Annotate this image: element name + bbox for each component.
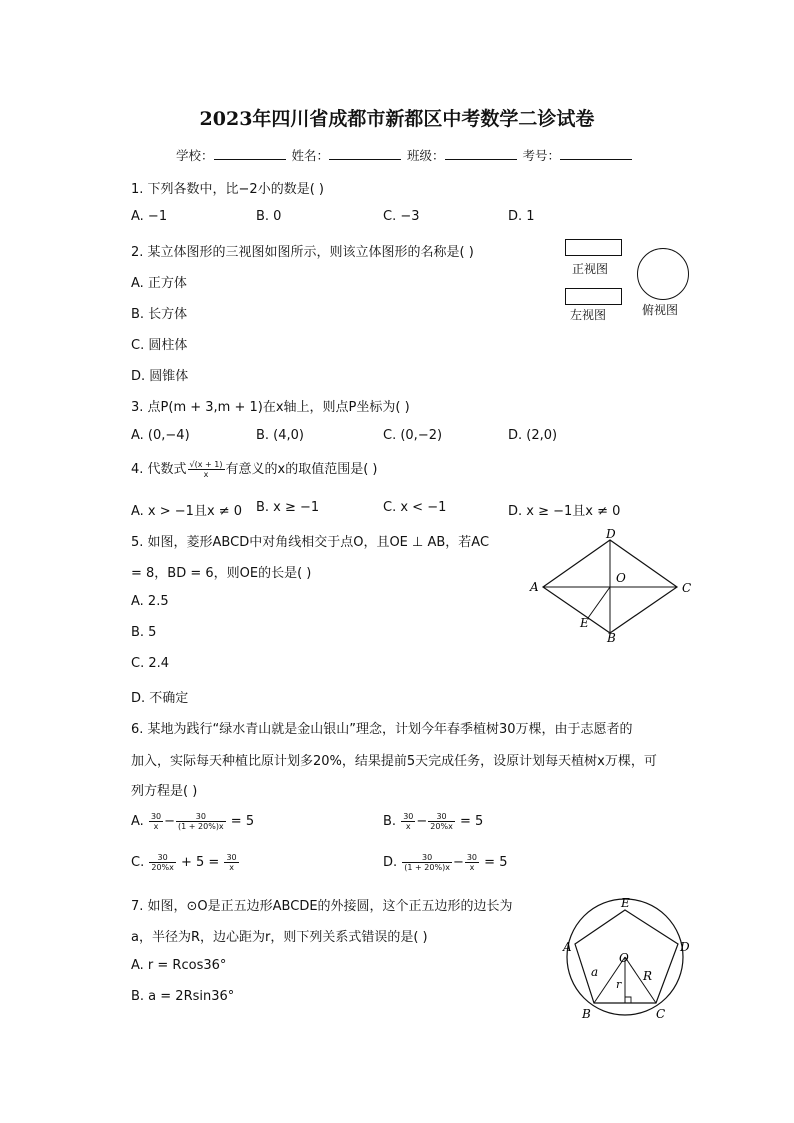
pentagon-figure <box>555 893 700 1025</box>
front-view-label: 正视图 <box>572 262 609 276</box>
q3-option-c: C. (0,−2) <box>383 428 443 443</box>
label-radius-r: R <box>643 969 653 983</box>
q5-option-a: A. 2.5 <box>131 594 169 609</box>
school-label: 学校： <box>176 148 214 163</box>
q5-option-d: D. 不确定 <box>131 691 189 706</box>
q4-option-c: C. x < −1 <box>383 500 447 515</box>
student-info-line <box>176 146 634 164</box>
q1-option-a: A. −1 <box>131 209 168 224</box>
q2-option-c: C. 圆柱体 <box>131 338 188 353</box>
q5-stem-line1: 5. 如图，菱形ABCD中对角线相交于点O，且OE ⊥ AB，若AC <box>131 535 490 550</box>
q6-c-frac2 <box>224 853 238 872</box>
left-view-rect <box>565 288 622 305</box>
q6-b-f2d: 20%x <box>430 822 453 831</box>
q6-d-f1n: 30 <box>402 853 452 863</box>
q3-option-a: A. (0,−4) <box>131 428 190 443</box>
q2-stem: 2. 某立体图形的三视图如图所示，则该立体图形的名称是( ) <box>131 245 474 260</box>
q6-c-letter: C. <box>131 855 145 870</box>
q1-stem: 1. 下列各数中，比−2小的数是( ) <box>131 182 324 197</box>
q5-option-c: C. 2.4 <box>131 656 170 671</box>
q4-fraction-num: √(x + 1) <box>189 460 223 469</box>
label-c: C <box>682 581 692 595</box>
q4-stem-post: 有意义的x的取值范围是( ) <box>225 462 378 477</box>
q6-option-b: B. $\frac{30}{x}$ − $\frac{30}{20\%x}$ = 5 <box>383 812 484 831</box>
q6-d-frac1 <box>402 853 452 872</box>
label-o: O <box>619 951 629 965</box>
q4-option-d: D. x ≥ −1且x ≠ 0 <box>508 504 621 519</box>
q6-stem-line3: 列方程是( ) <box>131 784 198 799</box>
q6-c-frac1 <box>149 853 176 872</box>
label-a: A <box>563 940 572 954</box>
q6-b-frac1 <box>401 812 415 831</box>
q3-option-b: B. (4,0) <box>256 428 305 443</box>
q6-b-f2n: 30 <box>428 812 455 822</box>
q6-c-f2n: 30 <box>226 853 237 862</box>
q6-option-a: A. $\frac{30}{x}$ − $\frac{30}{(1 + 20\%)x}$ = 5 <box>131 812 255 831</box>
label-o: O <box>616 571 626 585</box>
q6-stem-line1: 6. 某地为践行“绿水青山就是金山银山”理念，计划今年春季植树30万棵，由于志愿者的 <box>131 722 633 737</box>
q2-option-a: A. 正方体 <box>131 276 187 291</box>
label-e: E <box>580 616 589 630</box>
q6-c-f1d: 20%x <box>151 863 174 872</box>
label-b: B <box>607 631 616 645</box>
class-blank <box>445 147 517 160</box>
label-d: D <box>606 527 616 541</box>
top-view-label: 俯视图 <box>642 303 679 317</box>
q6-d-frac2 <box>465 853 479 872</box>
q7-option-b: B. a = 2Rsin36° <box>131 989 235 1004</box>
segment-oe <box>588 587 610 618</box>
q6-d-f2n: 30 <box>466 853 478 862</box>
q6-a-post: = 5 <box>226 814 255 829</box>
rhombus-figure <box>525 525 700 645</box>
q6-option-c <box>131 853 240 872</box>
q5-stem-line2: = 8，BD = 6，则OE的长是( ) <box>131 566 312 581</box>
q1-option-b: B. 0 <box>256 209 282 224</box>
right-angle-mark <box>625 997 631 1003</box>
label-side-a: a <box>591 965 599 979</box>
name-label: 姓名： <box>291 148 330 163</box>
q1-option-d: D. 1 <box>508 209 535 224</box>
q7-stem-line2: a，半径为R，边心距为r，则下列关系式错误的是( ) <box>131 930 428 945</box>
q6-a-f1d: x <box>153 822 159 831</box>
q6-b-post: = 5 <box>455 814 484 829</box>
q6-a-frac2 <box>176 812 226 831</box>
q6-b-f1n: 30 <box>403 812 414 821</box>
label-a: A <box>530 580 539 594</box>
class-label: 班级： <box>407 148 445 163</box>
school-blank <box>214 147 286 160</box>
left-view-label: 左视图 <box>570 308 607 322</box>
q6-d-post: = 5 <box>480 855 508 870</box>
q4-option-b: B. x ≥ −1 <box>256 500 320 515</box>
q6-c-f2d: x <box>229 863 234 872</box>
label-apothem-r: r <box>616 978 622 991</box>
q3-stem: 3. 点P(m + 3,m + 1)在x轴上，则点P坐标为( ) <box>131 400 410 415</box>
q4-fraction <box>188 460 225 479</box>
q7-option-a: A. r = Rcos36° <box>131 958 227 973</box>
q2-option-d: D. 圆锥体 <box>131 369 189 384</box>
q1-option-c: C. −3 <box>383 209 420 224</box>
q6-a-frac1 <box>149 812 163 831</box>
label-d: D <box>680 940 690 954</box>
q6-a-letter: A. <box>131 814 144 829</box>
q6-a-f2n: 30 <box>176 812 226 822</box>
label-c: C <box>656 1007 666 1021</box>
q6-option-d: D. $\frac{30}{(1 + 20\%)x}$ − $\frac{30}{x}$ = 5 <box>383 853 508 872</box>
q4-stem <box>131 458 377 479</box>
q5-option-b: B. 5 <box>131 625 157 640</box>
q4-option-a: A. x > −1且x ≠ 0 <box>131 504 243 519</box>
q6-b-frac2 <box>428 812 455 831</box>
q4-fraction-den: x <box>203 470 209 479</box>
q6-stem-line2: 加入，实际每天种植比原计划多20%，结果提前5天完成任务，设原计划每天植树x万棵，可 <box>131 754 657 769</box>
q4-stem-pre: 4. 代数式 <box>131 462 187 477</box>
number-label: 考号： <box>522 148 561 163</box>
top-view-circle <box>637 248 689 300</box>
number-blank <box>560 147 632 160</box>
q6-c-mid: + 5 = <box>176 855 224 870</box>
front-view-rect <box>565 239 622 256</box>
name-blank <box>329 147 401 160</box>
q6-a-f1n: 30 <box>150 812 162 821</box>
label-e: E <box>621 896 630 910</box>
q6-d-f2d: x <box>469 863 475 872</box>
q6-a-f2d: (1 + 20%)x <box>178 822 224 831</box>
q6-d-letter: D. <box>383 855 398 870</box>
q6-d-f1d: (1 + 20%)x <box>404 863 450 872</box>
q7-stem-line1: 7. 如图，⊙O是正五边形ABCDE的外接圆，这个正五边形的边长为 <box>131 899 513 914</box>
page-title: 2023年四川省成都市新都区中考数学二诊试卷 <box>199 108 595 130</box>
q6-b-letter: B. <box>383 814 397 829</box>
q6-c-f1n: 30 <box>149 853 176 863</box>
q6-b-f1d: x <box>405 822 411 831</box>
q2-option-b: B. 长方体 <box>131 307 188 322</box>
label-b: B <box>582 1007 591 1021</box>
q3-option-d: D. (2,0) <box>508 428 558 443</box>
